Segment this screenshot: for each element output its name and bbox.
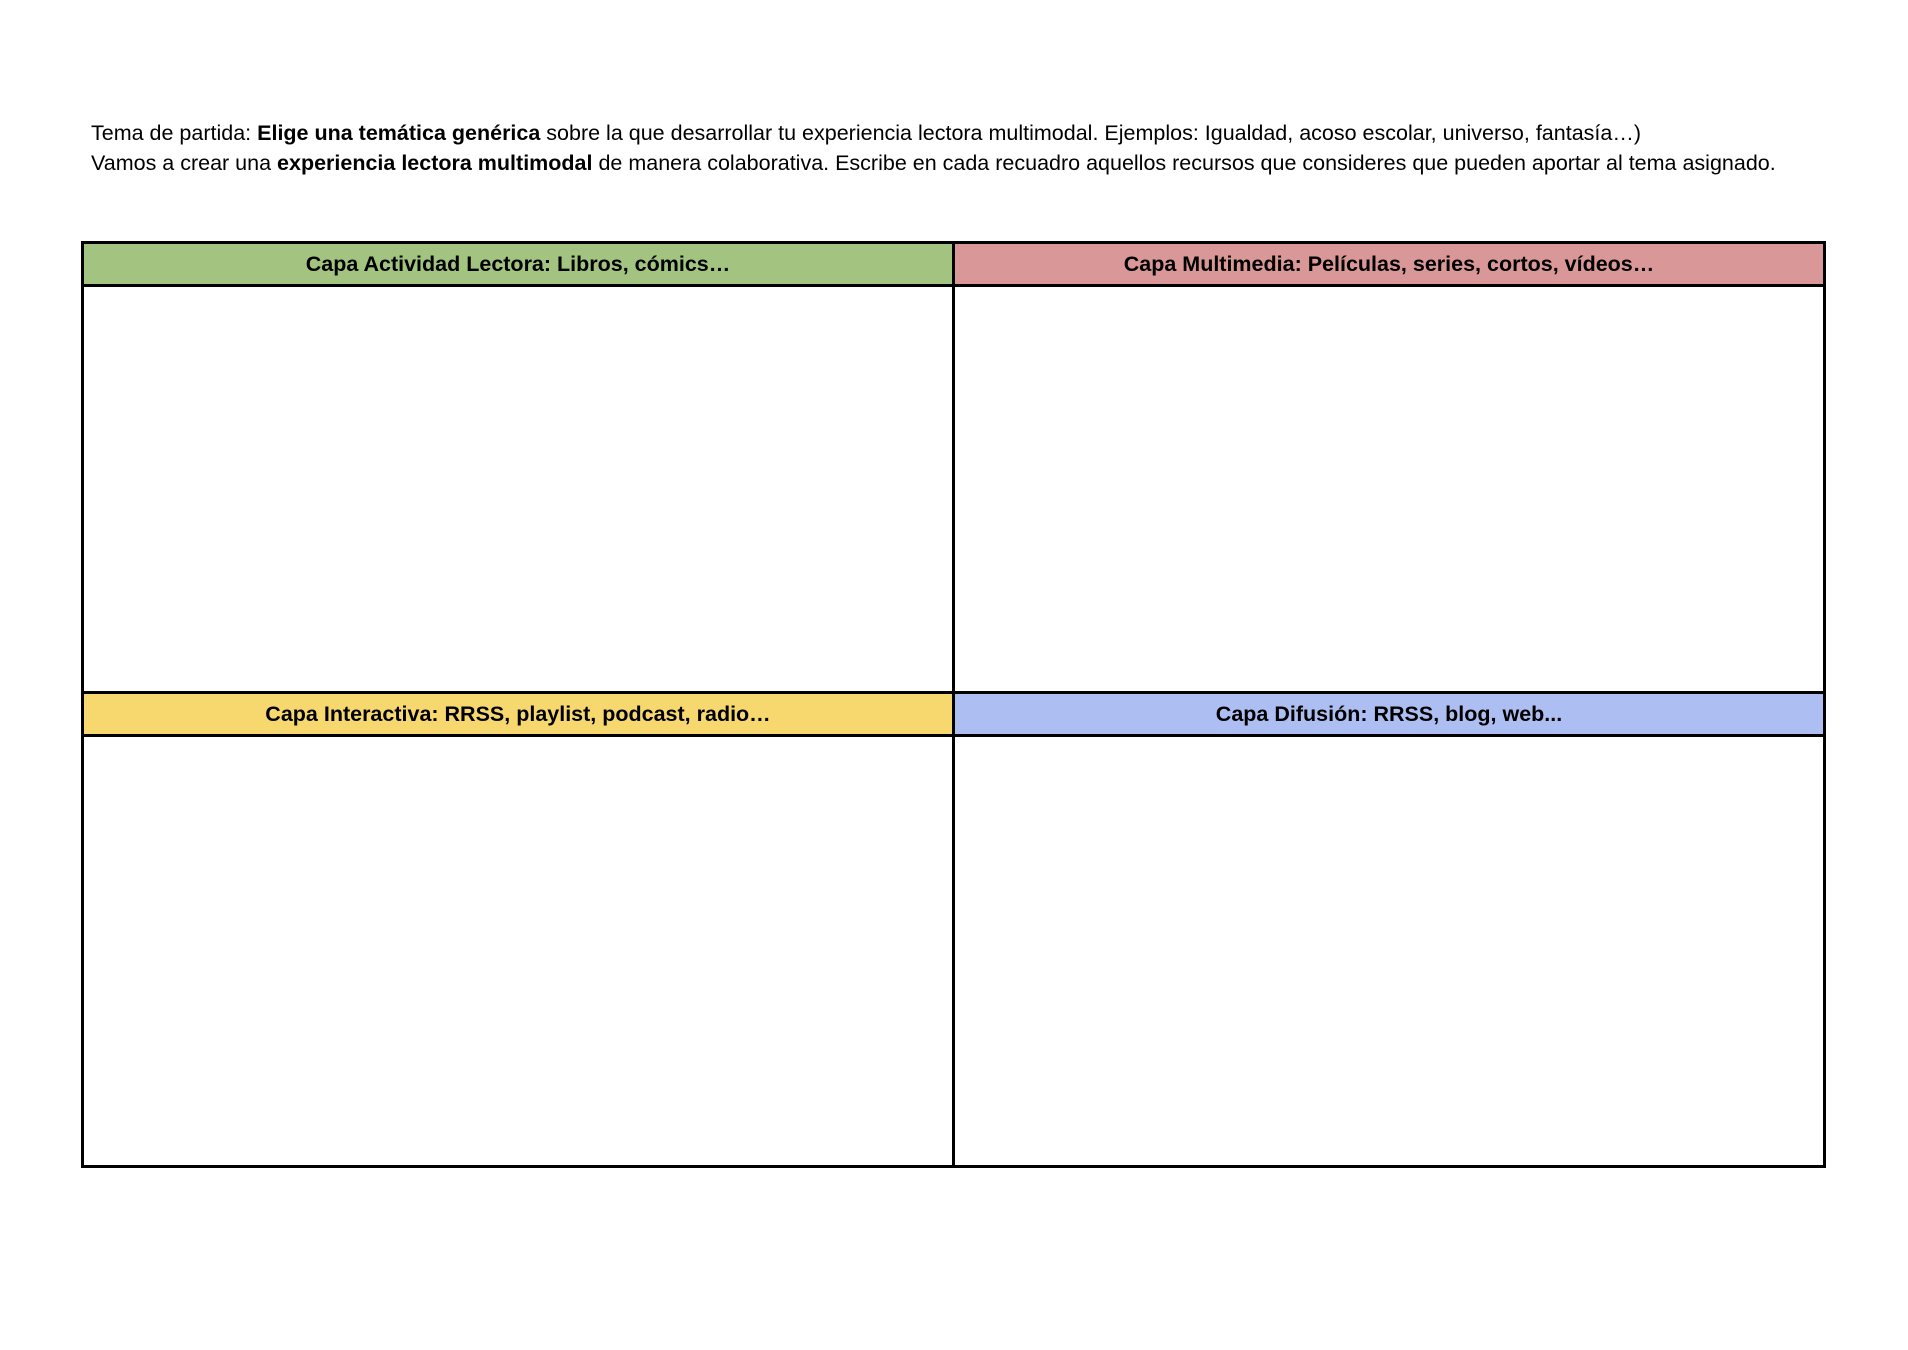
instructions-line-task (91, 148, 1821, 178)
topic-suffix: sobre la que desarrollar tu experiencia lectora multimodal. Ejemplos: Igualdad, acoso escolar, universo, fantasía…) (540, 121, 1641, 145)
layers-table (81, 241, 1826, 1168)
instructions-line-topic (91, 118, 1821, 148)
interactive-layer-header: Capa Interactiva: RRSS, playlist, podcast, radio… (83, 693, 954, 736)
instructions (91, 118, 1821, 178)
interactive-layer-box[interactable] (83, 736, 954, 1167)
diffusion-layer-box[interactable] (954, 736, 1825, 1167)
topic-prefix: Tema de partida: (91, 121, 258, 145)
task-suffix: de manera colaborativa. Escribe en cada recuadro aquellos recursos que consideres que pueden aportar al tema asignado. (592, 151, 1776, 175)
diffusion-layer-header: Capa Difusión: RRSS, blog, web... (954, 693, 1825, 736)
bottom-content-row (83, 736, 1825, 1167)
top-content-row (83, 286, 1825, 693)
reading-layer-header: Capa Actividad Lectora: Libros, cómics… (83, 243, 954, 286)
task-prefix: Vamos a crear una (91, 151, 278, 175)
reading-layer-box[interactable] (83, 286, 954, 693)
top-header-row (83, 243, 1825, 286)
task-emphasis: experiencia lectora multimodal (277, 151, 593, 175)
topic-emphasis: Elige una temática genérica (257, 121, 541, 145)
multimedia-layer-header: Capa Multimedia: Películas, series, cortos, vídeos… (954, 243, 1825, 286)
multimedia-layer-box[interactable] (954, 286, 1825, 693)
bottom-header-row (83, 693, 1825, 736)
